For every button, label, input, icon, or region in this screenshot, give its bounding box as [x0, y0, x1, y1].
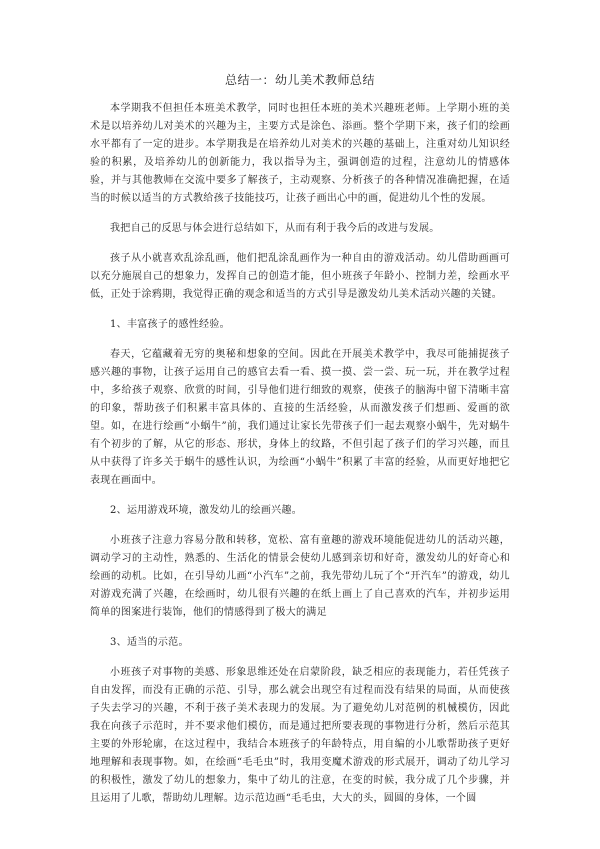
section-heading-3: 3、适当的示范。: [110, 637, 189, 648]
intro-paragraph: 本学期我不但担任本班美术教学，同时也担任本班的美术兴趣班老师。上学期小班的美术是以培养幼儿对美术的兴趣为主，主要方式是涂色、添画。整个学期下来，孩子们的绘画水平都有了一定的进步。本学期我是在培养幼儿对美术的兴趣的基础上，注重对幼儿知识经验的积累，及培养幼儿的创新能力，我以指导为主，强调创造的过程，注意幼儿的情感体验，并与其他教师在交流中要多了解孩子，主动观察、分析孩子的各种情况准确把握，在适当的时候以适当的方式教给孩子技能技巧，让孩子画出心中的画，促进幼儿个性的发展。: [90, 103, 510, 204]
section-paragraph-3: 小班孩子对事物的美感、形象思维还处在启蒙阶段，缺乏相应的表现能力，若任凭孩子自由发挥，而没有正确的示范、引导，那么就会出现空有过程而没有结果的局面，从而使孩子失去学习的兴趣，不利于孩子美术表现力的发展。为了避免幼儿对范例的机械模仿，因此我在向孩子示范时，并不要求他们模仿，而是通过把所要表现的事物进行分析，然后示范其主要的外形轮廓，在这过程中，我结合本班孩子的年龄特点，用自编的小儿歌帮助孩子更好地理解和表现事物。如，在绘画“毛毛虫”时，我用变魔术游戏的形式展开，调动了幼儿学习的积极性，激发了幼儿的想象力，集中了幼儿的注意，在变的时候，我分成了几个步骤，并且运用了儿歌，帮助幼儿理解。边示范边画“毛毛虫，大大的头，圆圆的身体，一个圆: [90, 667, 510, 804]
section-paragraph-1: 春天，它蕴藏着无穷的奥秘和想象的空间。因此在开展美术教学中，我尽可能捕捉孩子感兴趣的事物，让孩子运用自己的感官去看一看、摸一摸、尝一尝、玩一玩，并在教学过程中，多给孩子观察、欣赏的时间，引导他们进行细致的观察，使孩子的脑海中留下清晰丰富的印象，帮助孩子们积累丰富具体的、直接的生活经验，从而激发孩子们想画、爱画的欲望。如，在进行绘画“小蜗牛”前，我们通过让家长先带孩子们一起去观察小蜗牛，先对蜗牛有个初步的了解，从它的形态、形状，身体上的纹路，不但引起了孩子们的学习兴趣，而且从中获得了许多关于蜗牛的感性认识，为绘画“小蜗牛”积累了丰富的经验，从而更好地把它表现在画面中。: [90, 349, 510, 486]
section-heading-1: 1、丰富孩子的感性经验。: [110, 319, 230, 330]
document-page: [90, 72, 510, 820]
free-drawing-paragraph: 孩子从小就喜欢乱涂乱画，他们把乱涂乱画作为一种自由的游戏活动。幼儿借助画画可以充分施展自己的想象力，发挥自己的创造才能，但小班孩子年龄小、控制力差，绘画水平低，正处于涂鸦期，我觉得正确的观念和适当的方式引导是激发幼儿美术活动兴趣的关键。: [90, 253, 510, 300]
section-heading-2: 2、运用游戏环境，激发幼儿的绘画兴趣。: [110, 505, 303, 516]
document-title: 总结一：幼儿美术教师总结: [224, 73, 375, 87]
summary-line: 我把自己的反思与体会进行总结如下，从而有利于我今后的改进与发展。: [110, 223, 440, 234]
section-paragraph-2: 小班孩子注意力容易分散和转移，宽松、富有童趣的游戏环境能促进幼儿的活动兴趣，调动学习的主动性，熟悉的、生活化的情景会使幼儿感到亲切和好奇，激发幼儿的好奇心和绘画的动机。比如，在引导幼儿画“小汽车”之前，我先带幼儿玩了个“开汽车”的游戏，幼儿对游戏充满了兴趣，在绘画时，幼儿很有兴趣的在纸上画上了自己喜欢的汽车，并初步运用简单的图案进行装饰，他们的情感得到了极大的满足: [90, 535, 510, 618]
